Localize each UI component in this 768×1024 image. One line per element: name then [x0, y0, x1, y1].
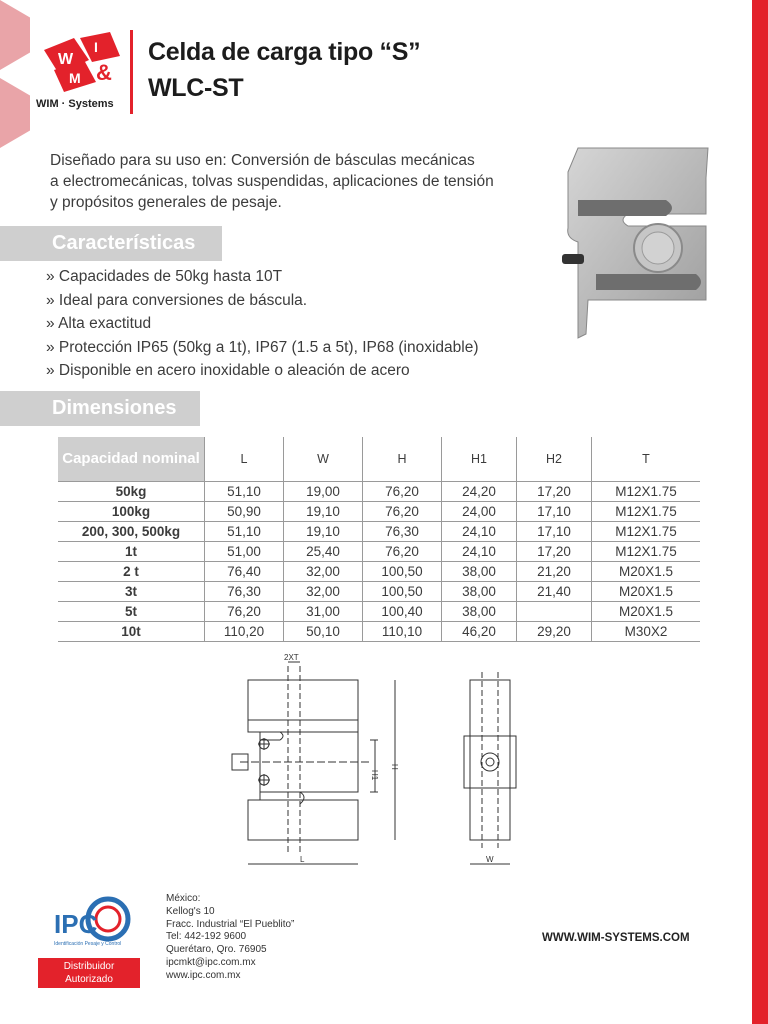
dimension-cell: 24,10	[442, 542, 517, 562]
list-item: » Protección IP65 (50kg a 1t), IP67 (1.5 a 5t), IP68 (inoxidable)	[46, 338, 479, 356]
drawing-label: H1	[370, 770, 379, 781]
address-block	[166, 893, 294, 983]
capacity-cell: 100kg	[58, 502, 205, 522]
dimension-cell: 24,10	[442, 522, 517, 542]
intro-text	[50, 150, 550, 213]
list-item: » Alta exactitud	[46, 315, 152, 332]
dimension-cell: 76,20	[363, 542, 442, 562]
intro-line: a electromecánicas, tolvas suspendidas, aplicaciones de tensión	[50, 173, 494, 190]
dimension-cell: 32,00	[284, 562, 363, 582]
table-row	[58, 582, 700, 602]
capacity-cell: 1t	[58, 542, 205, 562]
dimension-cell: 19,00	[284, 482, 363, 502]
dimension-cell	[517, 602, 592, 622]
dimension-cell: 51,00	[205, 542, 284, 562]
column-header: L	[205, 437, 284, 482]
characteristics-list	[46, 265, 479, 383]
dimension-cell: 24,20	[442, 482, 517, 502]
address-line: Fracc. Industrial “El Pueblito”	[166, 918, 295, 930]
dimension-cell: 17,20	[517, 542, 592, 562]
dimension-cell: 19,10	[284, 522, 363, 542]
column-header: H2	[517, 437, 592, 482]
dimension-cell: 25,40	[284, 542, 363, 562]
dimension-cell: 100,40	[363, 602, 442, 622]
address-line: Tel: 442-192 9600	[166, 931, 247, 943]
badge-line: Autorizado	[65, 974, 113, 985]
svg-text:M: M	[69, 70, 81, 86]
dimension-cell: 110,10	[363, 622, 442, 642]
badge-line: Distribuidor	[63, 961, 115, 972]
dimension-cell: 50,90	[205, 502, 284, 522]
technical-drawing	[220, 652, 540, 872]
model-code: WLC-ST	[148, 74, 244, 102]
dimension-cell: 76,40	[205, 562, 284, 582]
drawing-label: L	[300, 855, 305, 864]
dimension-cell: M30X2	[592, 622, 701, 642]
intro-line: Diseñado para su uso en: Conversión de básculas mecánicas	[50, 152, 475, 169]
dimension-cell: M12X1.75	[592, 522, 701, 542]
capacity-cell: 5t	[58, 602, 205, 622]
dimension-cell: M12X1.75	[592, 482, 701, 502]
brand-name: WIM · Systems	[36, 98, 114, 110]
column-header: W	[284, 437, 363, 482]
ipc-logo	[50, 893, 140, 953]
dimension-cell: 29,20	[517, 622, 592, 642]
capacity-cell: 2 t	[58, 562, 205, 582]
dimension-cell: M20X1.5	[592, 562, 701, 582]
intro-line: y propósitos generales de pesaje.	[50, 194, 282, 211]
capacity-cell: 10t	[58, 622, 205, 642]
dimension-cell: 51,10	[205, 522, 284, 542]
page-title: Celda de carga tipo “S”	[148, 38, 421, 66]
dimension-cell: 38,00	[442, 562, 517, 582]
table-row	[58, 622, 700, 642]
column-header: Capacidad nominal	[58, 437, 205, 482]
dimension-cell: 17,10	[517, 502, 592, 522]
table-row	[58, 562, 700, 582]
dimension-cell: 32,00	[284, 582, 363, 602]
address-line: Querétaro, Qro. 76905	[166, 944, 267, 956]
table-row	[58, 502, 700, 522]
drawing-label: W	[486, 855, 494, 864]
capacity-cell: 200, 300, 500kg	[58, 522, 205, 542]
list-item: » Disponible en acero inoxidable o aleación de acero	[46, 362, 410, 379]
dimension-cell: 76,20	[363, 482, 442, 502]
dimension-cell: 50,10	[284, 622, 363, 642]
drawing-label: 2XT	[284, 653, 299, 662]
dimension-cell: M12X1.75	[592, 542, 701, 562]
ipc-logo-text: IPC	[54, 909, 98, 939]
capacity-cell: 50kg	[58, 482, 205, 502]
wim-website-link[interactable]: WWW.WIM-SYSTEMS.COM	[542, 932, 690, 944]
decorative-hexagon	[0, 0, 30, 70]
table-row	[58, 482, 700, 502]
dimension-cell: 38,00	[442, 582, 517, 602]
load-cell-photo	[556, 142, 716, 342]
characteristics-heading: Características	[0, 226, 222, 261]
dimension-cell: 76,20	[363, 502, 442, 522]
dimension-cell: 76,30	[205, 582, 284, 602]
dimension-cell: 100,50	[363, 562, 442, 582]
dimension-cell: 31,00	[284, 602, 363, 622]
dimension-cell: 19,10	[284, 502, 363, 522]
drawing-label: H	[390, 764, 399, 770]
dimension-cell: M20X1.5	[592, 602, 701, 622]
dimension-cell: 17,10	[517, 522, 592, 542]
dimensions-table	[58, 437, 700, 642]
dimension-cell: 76,20	[205, 602, 284, 622]
dimension-cell: 21,20	[517, 562, 592, 582]
title-divider	[130, 30, 133, 114]
list-item: » Ideal para conversiones de báscula.	[46, 291, 308, 309]
dimension-cell: 110,20	[205, 622, 284, 642]
email-link[interactable]: ipcmkt@ipc.com.mx	[166, 956, 256, 968]
column-header: T	[592, 437, 701, 482]
table-header-row	[58, 437, 700, 482]
dimension-cell: 51,10	[205, 482, 284, 502]
decorative-hexagon	[0, 78, 30, 148]
website-link[interactable]: www.ipc.com.mx	[166, 969, 241, 981]
wim-systems-logo	[34, 30, 126, 112]
authorized-distributor-badge	[38, 958, 140, 988]
dimension-cell: M20X1.5	[592, 582, 701, 602]
dimension-cell: 76,30	[363, 522, 442, 542]
list-item: » Capacidades de 50kg hasta 10T	[46, 268, 283, 285]
dimensions-heading: Dimensiones	[0, 391, 200, 426]
dimension-cell: 100,50	[363, 582, 442, 602]
dimension-cell: 46,20	[442, 622, 517, 642]
capacity-cell: 3t	[58, 582, 205, 602]
table-row	[58, 542, 700, 562]
address-line: Kellog's 10	[166, 905, 215, 917]
table-row	[58, 522, 700, 542]
svg-text:&: &	[96, 60, 112, 85]
dimension-cell: 21,40	[517, 582, 592, 602]
table-row	[58, 602, 700, 622]
svg-text:I: I	[94, 39, 98, 55]
dimension-cell: 24,00	[442, 502, 517, 522]
dimension-cell: 17,20	[517, 482, 592, 502]
dimension-cell: 38,00	[442, 602, 517, 622]
svg-text:W: W	[58, 51, 74, 68]
accent-stripe	[752, 0, 768, 1024]
dimension-cell: M12X1.75	[592, 502, 701, 522]
column-header: H1	[442, 437, 517, 482]
ipc-tagline: Identificación Pesaje y Control	[54, 941, 122, 947]
address-line: México:	[166, 893, 201, 904]
column-header: H	[363, 437, 442, 482]
